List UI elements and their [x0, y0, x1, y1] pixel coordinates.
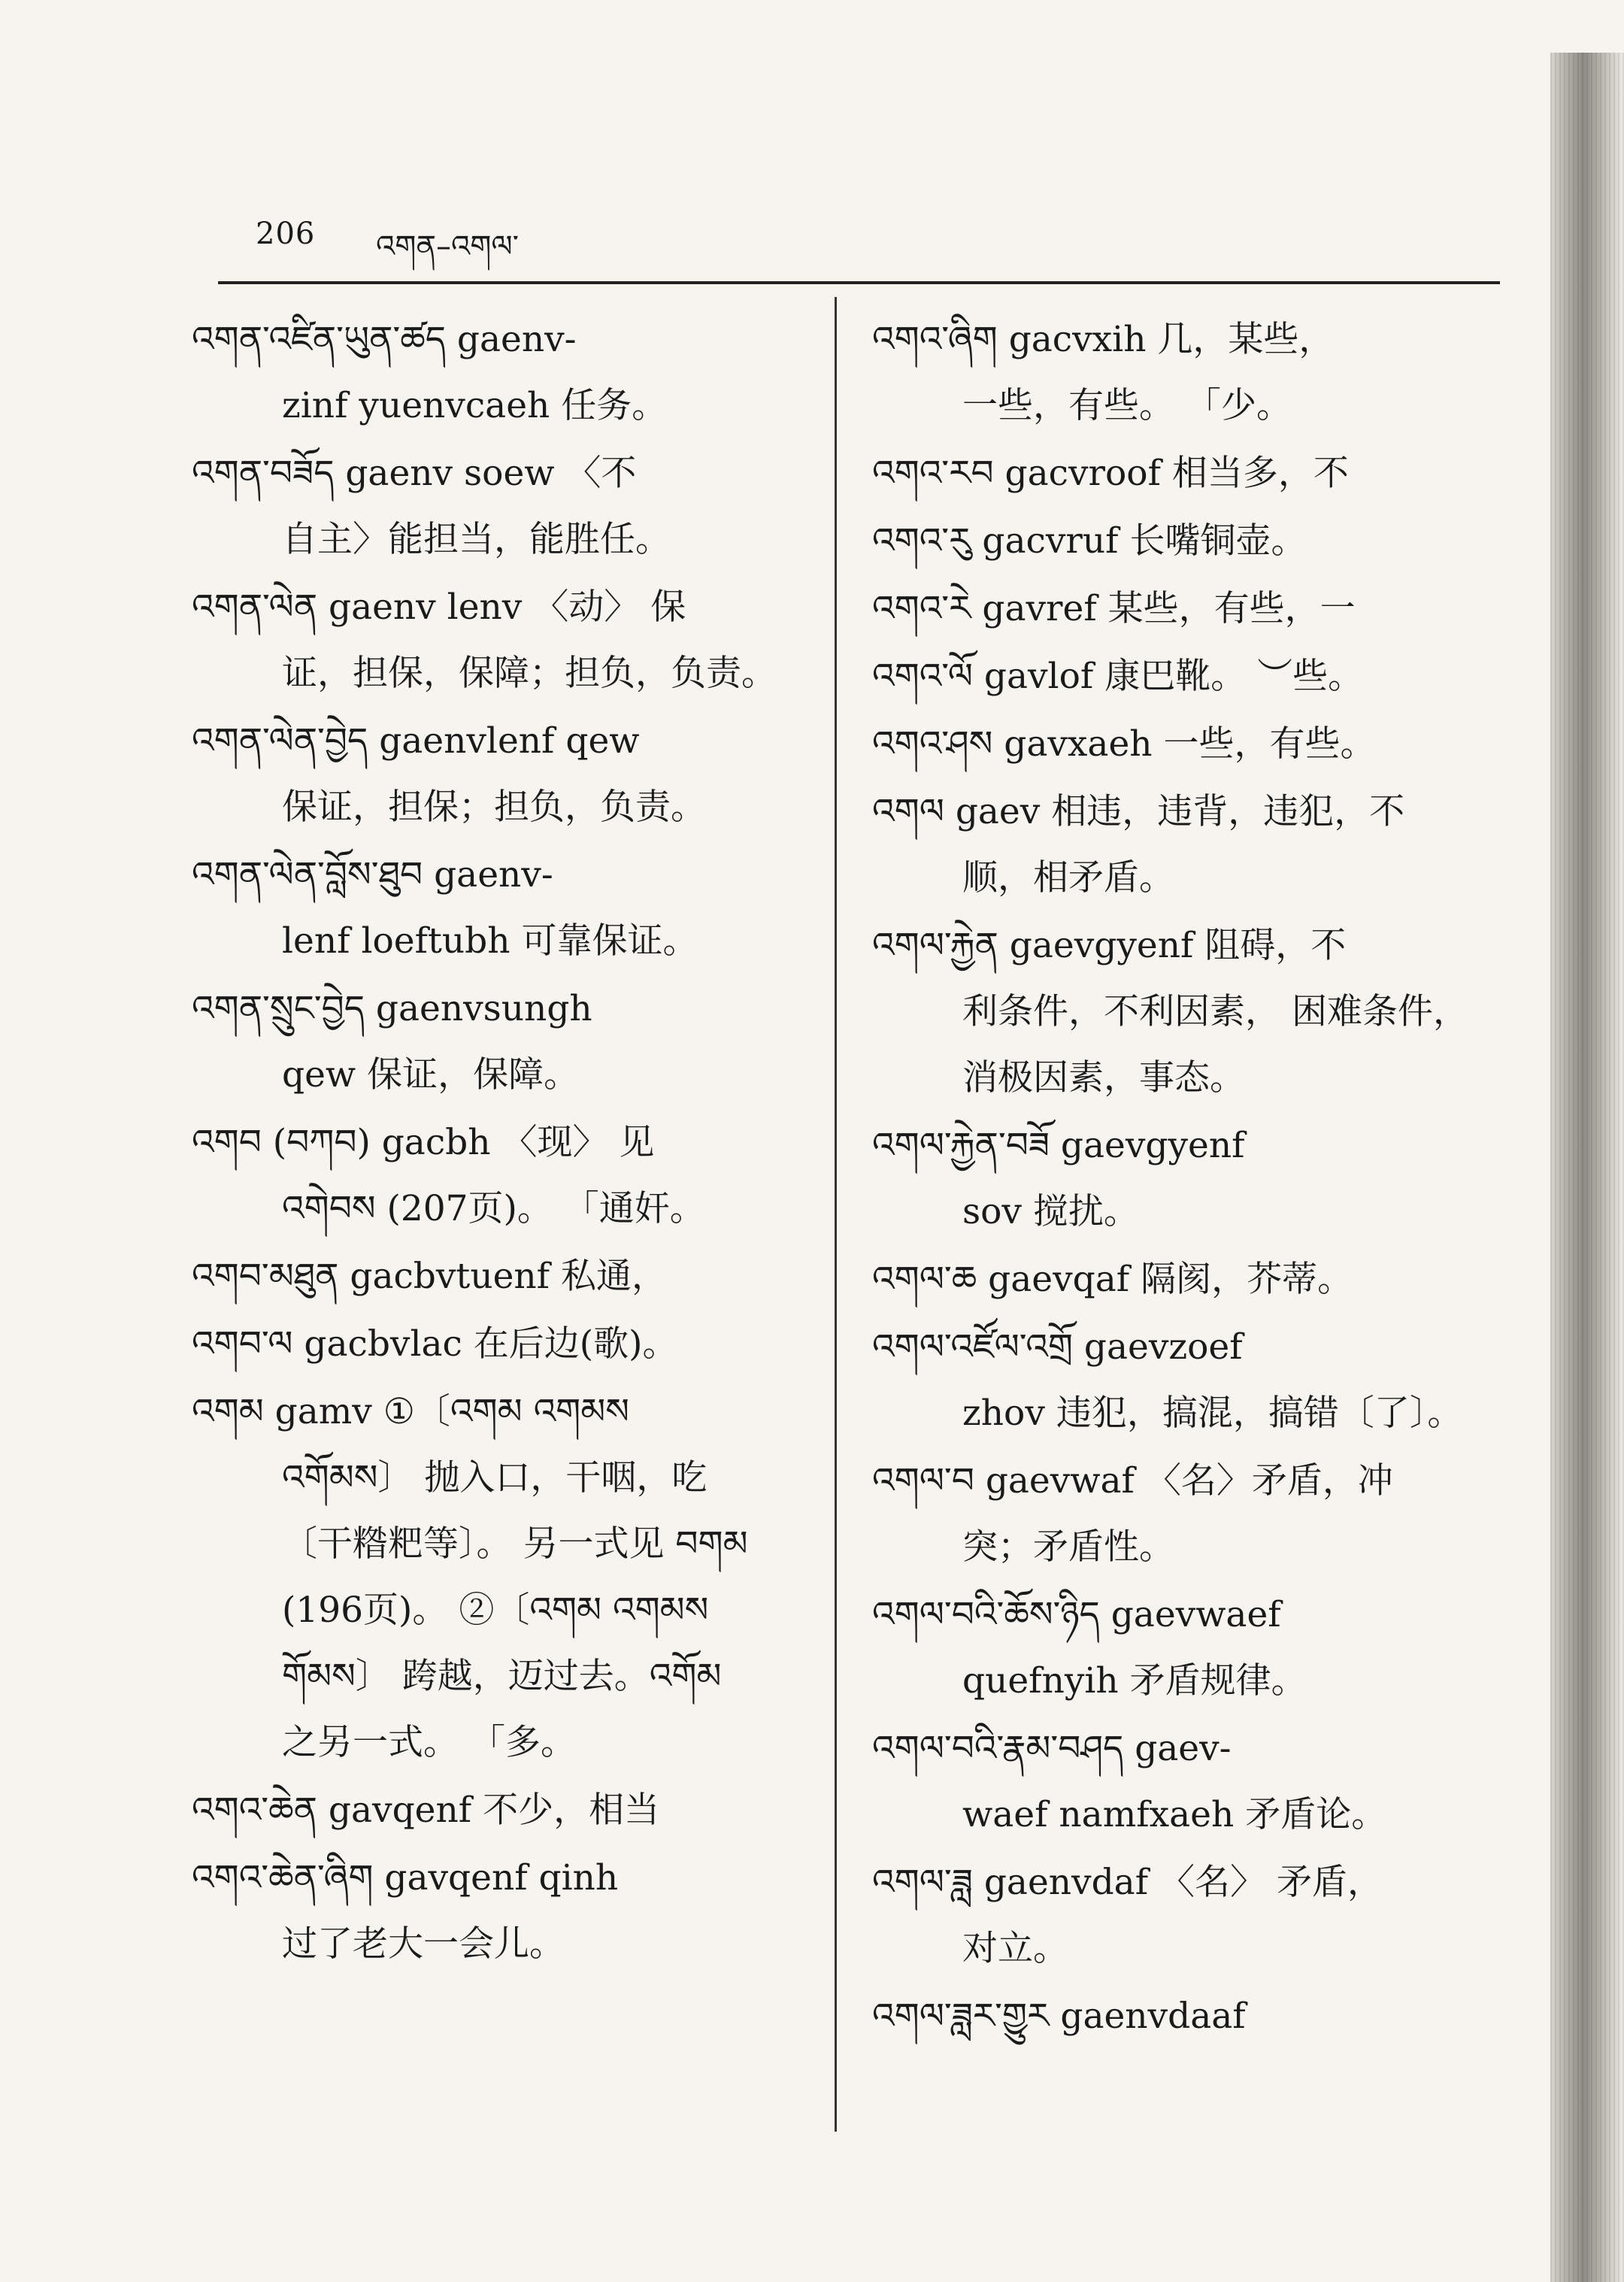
entry-headword-line: འགན་ལེན gaenv lenv 〈动〉 保 — [192, 586, 686, 628]
dictionary-entry — [872, 913, 1511, 1111]
entry-headword-line: འགལ་རྐྱེན་བཟོ gaevgyenf — [872, 1125, 1245, 1166]
entry-continuation-line: 对立。 — [962, 1928, 1068, 1969]
dictionary-entry — [192, 976, 827, 1108]
dictionary-entry — [872, 711, 1511, 777]
entry-continuation-line: 之另一式。 「多。 — [282, 1722, 576, 1763]
dictionary-entry — [872, 508, 1511, 574]
entry-continuation-line: zhov 违犯，搞混，搞错〔了〕。 — [962, 1393, 1463, 1434]
header-rule — [218, 281, 1500, 284]
dictionary-entry — [872, 1448, 1511, 1580]
entry-headword-line: འགའ་ཆེན་ཞིག gavqenf qinh — [192, 1857, 619, 1899]
entry-headword-line: འགལ་ཟླ gaenvdaf 〈名〉 矛盾， — [872, 1862, 1383, 1903]
entry-continuation-line: zinf yuenvcaeh 任务。 — [282, 385, 668, 426]
dictionary-entry — [192, 1244, 827, 1310]
book-spine-edge — [1550, 53, 1624, 2282]
entry-continuation-line: 顺，相矛盾。 — [962, 857, 1174, 899]
entry-continuation-line: qew 保证，保障。 — [282, 1054, 580, 1096]
entry-continuation-line: lenf loeftubh 可靠保证。 — [282, 920, 698, 962]
entry-headword-line: འགན་བཟོད gaenv soew 〈不 — [192, 453, 637, 494]
entry-continuation-line: sov 搅扰。 — [962, 1191, 1139, 1232]
entry-headword-line: འགལ gaev 相违，违背，违犯，不 — [872, 791, 1405, 832]
entry-headword-line: འགན་ལེན་བྱེད gaenvlenf qew — [192, 720, 640, 762]
entry-headword-line: འགབ་མཐུན gacbvtuenf 私通， — [192, 1256, 668, 1297]
entry-headword-line: འགའ་ཆེན gavqenf 不少，相当 — [192, 1790, 660, 1831]
entry-continuation-line: འགོམས〕 抛入口，干咽，吃 — [282, 1457, 707, 1499]
dictionary-entry — [872, 1716, 1511, 1848]
dictionary-entry — [872, 576, 1511, 642]
entry-continuation-line: 过了老大一会儿。 — [282, 1923, 565, 1965]
dictionary-entry — [872, 1247, 1511, 1313]
right-column — [872, 307, 1511, 2051]
entry-continuation-line: 突；矛盾性。 — [962, 1526, 1174, 1568]
entry-headword-line: འགལ་ཟླར་གྱུར gaenvdaaf — [872, 1996, 1246, 2037]
entry-headword-line: འགལ་ཆ gaevqaf 隔阂，芥蒂。 — [872, 1259, 1353, 1300]
dictionary-entry — [192, 1379, 827, 1776]
entry-continuation-line: འགེབས (207页)。 「通奸。 — [282, 1188, 705, 1229]
dictionary-entry — [192, 441, 827, 573]
entry-continuation-line: 〔干糌粑等〕。 另一式见 བགམ — [282, 1523, 748, 1565]
entry-continuation-line: (196页)。 ②〔འགམ འགམས — [282, 1590, 709, 1631]
dictionary-entry — [872, 441, 1511, 507]
dictionary-entry — [872, 1113, 1511, 1245]
dictionary-entry — [192, 708, 827, 841]
entry-continuation-line: waef namfxaeh 矛盾论。 — [962, 1794, 1387, 1835]
dictionary-entry — [872, 644, 1511, 710]
entry-headword-line: འགའ་ལོ gavlof 康巴靴。 ︶些。 — [872, 656, 1364, 697]
entry-headword-line: འགའ་ཤས gavxaeh 一些，有些。 — [872, 723, 1376, 765]
entry-continuation-line: 证，担保，保障；担负，负责。 — [282, 653, 777, 694]
entry-continuation-line: 消极因素，事态。 — [962, 1057, 1245, 1099]
entry-headword-line: འགན་འཛིན་ཡུན་ཚད gaenv- — [192, 319, 577, 360]
dictionary-entry — [192, 842, 827, 974]
dictionary-entry — [192, 307, 827, 439]
dictionary-entry — [192, 1110, 827, 1242]
running-head: འགན–འགལ་ — [376, 229, 520, 264]
entry-continuation-line: 利条件，不利因素， 困难条件， — [962, 991, 1468, 1032]
entry-headword-line: འགམ gamv ①〔འགམ འགམས — [192, 1391, 629, 1432]
entry-continuation-line: 自主〉能担当，能胜任。 — [282, 519, 671, 560]
entry-continuation-line: 一些，有些。 「少。 — [962, 385, 1292, 426]
entry-headword-line: འགབ་ལ gacbvlac 在后边(歌)。 — [192, 1323, 678, 1365]
entry-headword-line: འགན་ལེན་བློས་ཐུབ gaenv- — [192, 854, 553, 896]
dictionary-entry — [872, 307, 1511, 439]
dictionary-entry — [872, 1983, 1511, 2050]
entry-headword-line: འགའ་རུ gacvruf 长嘴铜壶。 — [872, 520, 1307, 562]
dictionary-entry — [872, 1850, 1511, 1982]
entry-headword-line: འགའ་ཞིག gacvxih 几，某些， — [872, 319, 1335, 360]
entry-headword-line: འགལ་འཛོལ་འགྲོ gaevzoef — [872, 1326, 1243, 1368]
entry-headword-line: འགལ་རྐྱེན gaevgyenf 阻碍，不 — [872, 925, 1347, 966]
page-number: 206 — [256, 217, 316, 251]
entry-headword-line: འགལ་བའི་ཆོས་ཉིད gaevwaef — [872, 1594, 1281, 1635]
entry-headword-line: འགབ (བཀབ) gacbh 〈现〉 见 — [192, 1122, 655, 1163]
entry-continuation-line: གོམས〕 跨越，迈过去。འགོམ — [282, 1656, 722, 1697]
entry-headword-line: འགལ་བ gaevwaf 〈名〉矛盾，冲 — [872, 1460, 1393, 1502]
dictionary-entry — [192, 1777, 827, 1844]
entry-headword-line: འགའ་རེ gavref 某些，有些，一 — [872, 588, 1356, 629]
column-divider — [835, 297, 837, 2132]
dictionary-entry — [872, 1314, 1511, 1447]
entry-continuation-line: quefnyih 矛盾规律。 — [962, 1660, 1307, 1702]
entry-headword-line: འགའ་རབ gacvroof 相当多，不 — [872, 453, 1349, 494]
dictionary-entry — [872, 1582, 1511, 1714]
entry-headword-line: འགན་སྲུང་བྱེད gaenvsungh — [192, 988, 592, 1029]
dictionary-entry — [192, 1845, 827, 1977]
entry-headword-line: འགལ་བའི་རྣམ་བཤད gaev- — [872, 1728, 1232, 1769]
dictionary-entry — [872, 779, 1511, 911]
dictionary-entry — [192, 574, 827, 707]
entry-continuation-line: 保证，担保；担负，负责。 — [282, 786, 706, 828]
dictionary-entry — [192, 1311, 827, 1377]
left-column — [192, 307, 827, 1979]
